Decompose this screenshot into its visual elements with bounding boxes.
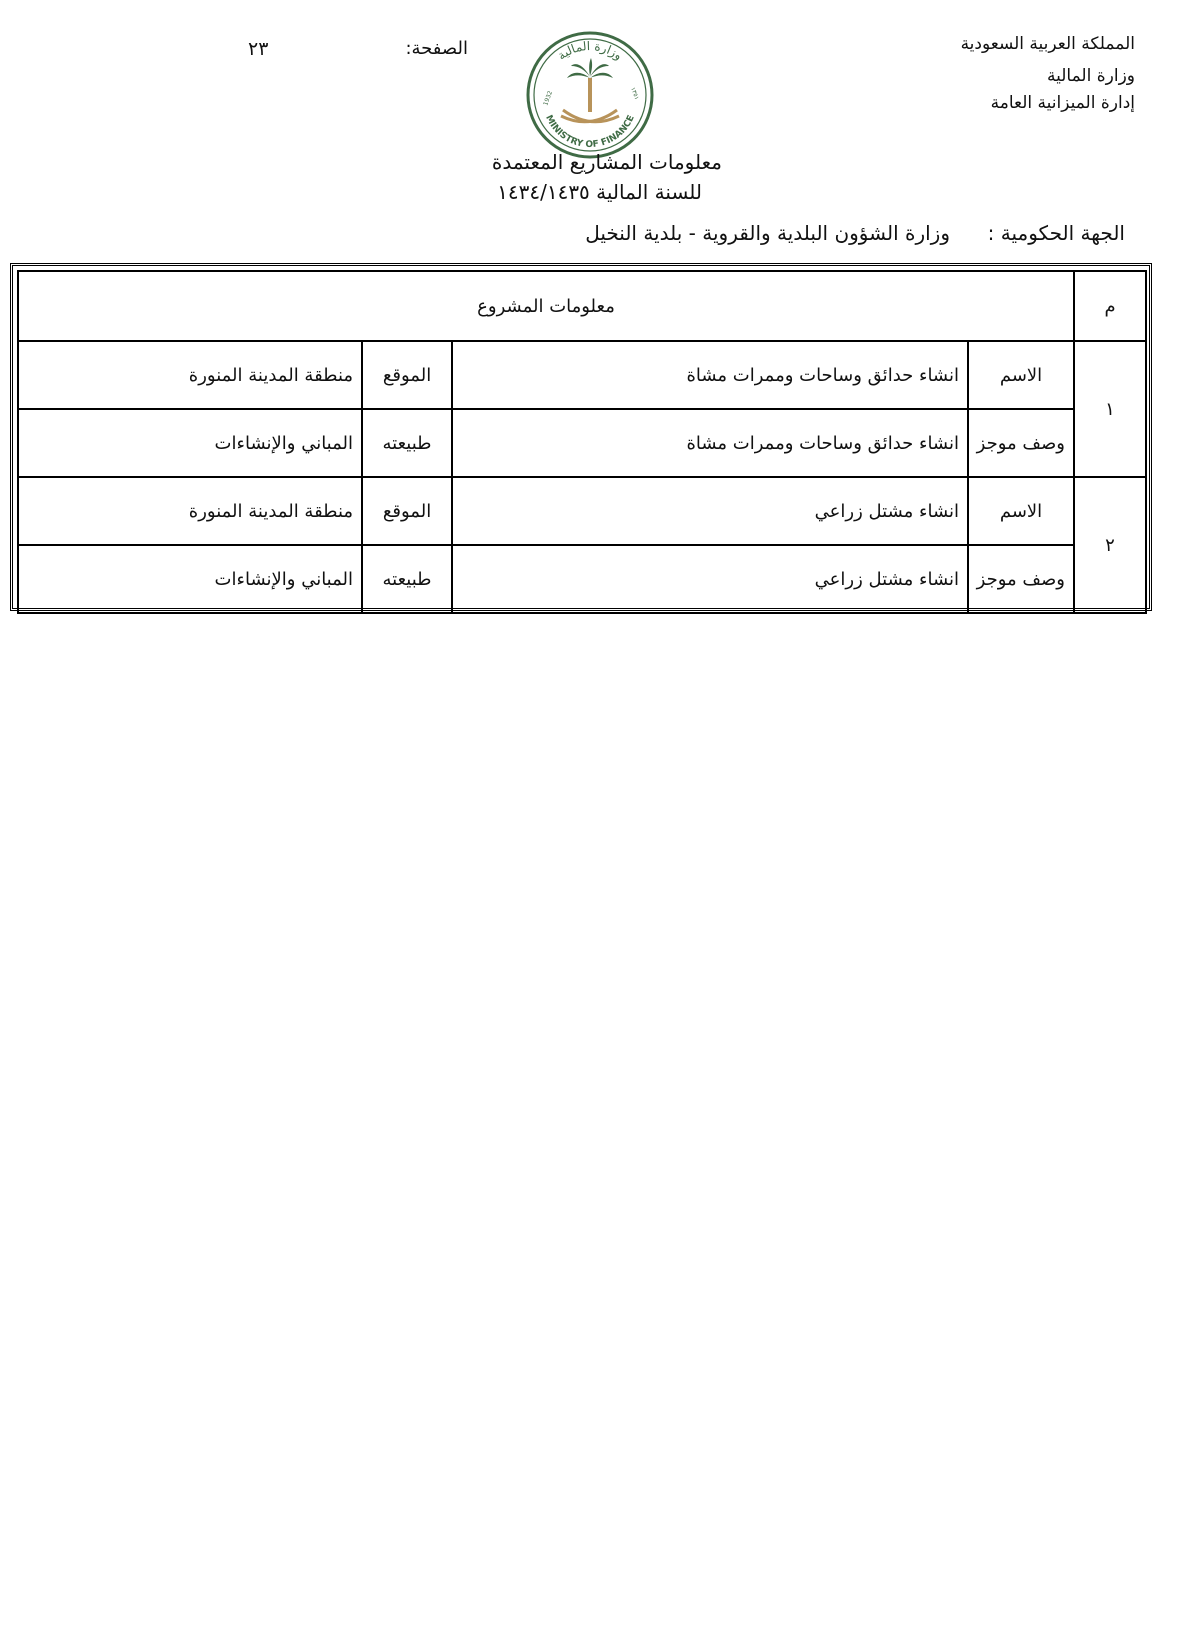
project-location: منطقة المدينة المنورة <box>18 341 362 409</box>
project-nature: المباني والإنشاءات <box>18 409 362 477</box>
table-row <box>18 477 1146 545</box>
fiscal-year: للسنة المالية ١٤٣٤/١٤٣٥ <box>497 180 702 204</box>
seal-english-text: MINISTRY OF FINANCE <box>543 113 637 151</box>
svg-text:وزارة المالية <box>555 39 625 64</box>
project-description: انشاء مشتل زراعي <box>452 545 968 613</box>
project-location: منطقة المدينة المنورة <box>18 477 362 545</box>
desc-label: وصف موجز <box>968 545 1074 613</box>
nature-label: طبيعته <box>362 409 452 477</box>
palm-tree-icon <box>567 58 613 112</box>
project-name: انشاء حدائق وساحات وممرات مشاة <box>452 341 968 409</box>
page-label: الصفحة: <box>405 38 468 59</box>
seal-arabic-text: وزارة المالية <box>554 38 626 63</box>
projects-table-frame <box>10 263 1152 611</box>
col-index-header: م <box>1074 271 1146 341</box>
table-row <box>18 341 1146 409</box>
agency-value: وزارة الشؤون البلدية والقروية - بلدية النخيل <box>585 221 950 245</box>
name-label: الاسم <box>968 341 1074 409</box>
project-index: ١ <box>1074 341 1146 477</box>
org-line-ministry: وزارة المالية <box>1047 66 1135 86</box>
page-number: ٢٣ <box>248 38 269 60</box>
document-title: معلومات المشاريع المعتمدة <box>491 150 722 174</box>
projects-table <box>17 270 1147 614</box>
name-label: الاسم <box>968 477 1074 545</box>
desc-label: وصف موجز <box>968 409 1074 477</box>
location-label: الموقع <box>362 477 452 545</box>
svg-text:MINISTRY OF FINANCE <box>543 114 637 150</box>
org-line-budget-dept: إدارة الميزانية العامة <box>990 93 1135 113</box>
seal-year-right: ١٣٥١ <box>629 86 641 101</box>
agency-label: الجهة الحكومية : <box>987 221 1125 245</box>
project-name: انشاء مشتل زراعي <box>452 477 968 545</box>
project-index: ٢ <box>1074 477 1146 613</box>
nature-label: طبيعته <box>362 545 452 613</box>
seal-year-left: 1932 <box>542 89 555 107</box>
table-row <box>18 545 1146 613</box>
ministry-seal <box>525 30 655 160</box>
project-description: انشاء حدائق وساحات وممرات مشاة <box>452 409 968 477</box>
location-label: الموقع <box>362 341 452 409</box>
col-info-header: معلومات المشروع <box>18 271 1074 341</box>
project-nature: المباني والإنشاءات <box>18 545 362 613</box>
table-header-row <box>18 271 1146 341</box>
org-line-kingdom: المملكة العربية السعودية <box>960 34 1135 54</box>
table-row <box>18 409 1146 477</box>
